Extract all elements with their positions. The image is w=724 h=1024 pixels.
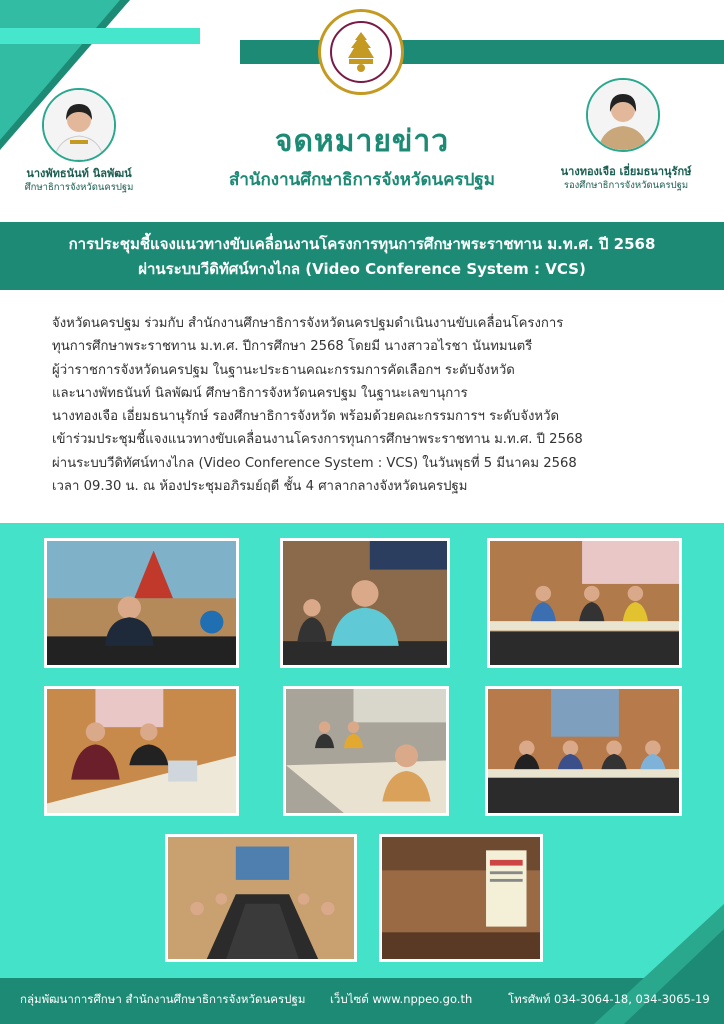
news-body: [52, 312, 682, 498]
newsletter-title: จดหมายข่าว: [274, 124, 450, 159]
body-line: และนางพัทธนันท์ นิลพัฒน์ ศึกษาธิการจังหวัดนครปฐม ในฐานะเลขานุการ: [52, 385, 468, 401]
footer-org: กลุ่มพัฒนาการศึกษา สำนักงานศึกษาธิการจังหวัดนครปฐม: [20, 992, 306, 1006]
header-band: [240, 40, 724, 64]
deputy-name: นางทองเจือ เอี่ยมธนานุรักษ์: [560, 165, 692, 178]
headline-banner: [0, 222, 724, 290]
body-line: เข้าร่วมประชุมชี้แจงแนวทางขับเคลื่อนงานโครงการทุนการศึกษาพระราชทาน ม.ท.ศ. ปี 2568: [52, 432, 583, 448]
body-line: เวลา 09.30 น. ณ ห้องประชุมอภิรมย์ฤดี ชั้น 4 ศาลากลางจังหวัดนครปฐม: [52, 479, 468, 495]
body-line: จังหวัดนครปฐม ร่วมกับ สำนักงานศึกษาธิการจังหวัดนครปฐมดำเนินงานขับเคลื่อนโครงการ: [52, 316, 564, 331]
director-name: นางพัทธนันท์ นิลพัฒน์: [26, 167, 132, 180]
footer-website-link[interactable]: เว็บไซต์ www.nppeo.go.th: [330, 992, 473, 1006]
header-band-light: [0, 28, 200, 44]
deputy-portrait: [586, 78, 660, 152]
footer-phone: โทรศัพท์ 034-3064-18, 034-3065-19: [508, 992, 710, 1006]
footer-corner-shape-dark: [624, 929, 724, 1024]
body-line: ทุนการศึกษาพระราชทาน ม.ท.ศ. ปีการศึกษา 2568 โดยมี นางสาวอไรชา นันทมนตรี: [52, 339, 533, 355]
meeting-photo-7: [165, 834, 357, 962]
office-name: สำนักงานศึกษาธิการจังหวัดนครปฐม: [228, 170, 496, 190]
body-line: นางทองเจือ เอี่ยมธนานุรักษ์ รองศึกษาธิการจังหวัด พร้อมด้วยคณะกรรมการฯ ระดับจังหวัด: [52, 409, 560, 425]
deputy-role: รองศึกษาธิการจังหวัดนครปฐม: [563, 180, 689, 191]
meeting-photo-3: [487, 538, 682, 668]
headline-line-1: การประชุมชี้แจงแนวทางขับเคลื่อนงานโครงการทุนการศึกษาพระราชทาน ม.ท.ศ. ปี 2568: [68, 235, 656, 253]
meeting-photo-6: [485, 686, 682, 816]
meeting-photo-2: [280, 538, 450, 668]
body-line: ผู้ว่าราชการจังหวัดนครปฐม ในฐานะประธานคณะกรรมการคัดเลือกฯ ระดับจังหวัด: [52, 362, 515, 378]
meeting-photo-8: [379, 834, 543, 962]
meeting-photo-1: [44, 538, 239, 668]
body-line: ผ่านระบบวีดิทัศน์ทางไกล (Video Conference System : VCS) ในวันพุธที่ 5 มีนาคม 2568: [52, 455, 577, 471]
director-role: ศึกษาธิการจังหวัดนครปฐม: [24, 182, 134, 193]
headline-line-2: ผ่านระบบวีดิทัศน์ทางไกล (Video Conference System : VCS): [138, 260, 586, 278]
director-portrait: [42, 88, 116, 162]
office-emblem-icon: [318, 9, 404, 95]
meeting-photo-5: [283, 686, 449, 816]
meeting-photo-4: [44, 686, 239, 816]
